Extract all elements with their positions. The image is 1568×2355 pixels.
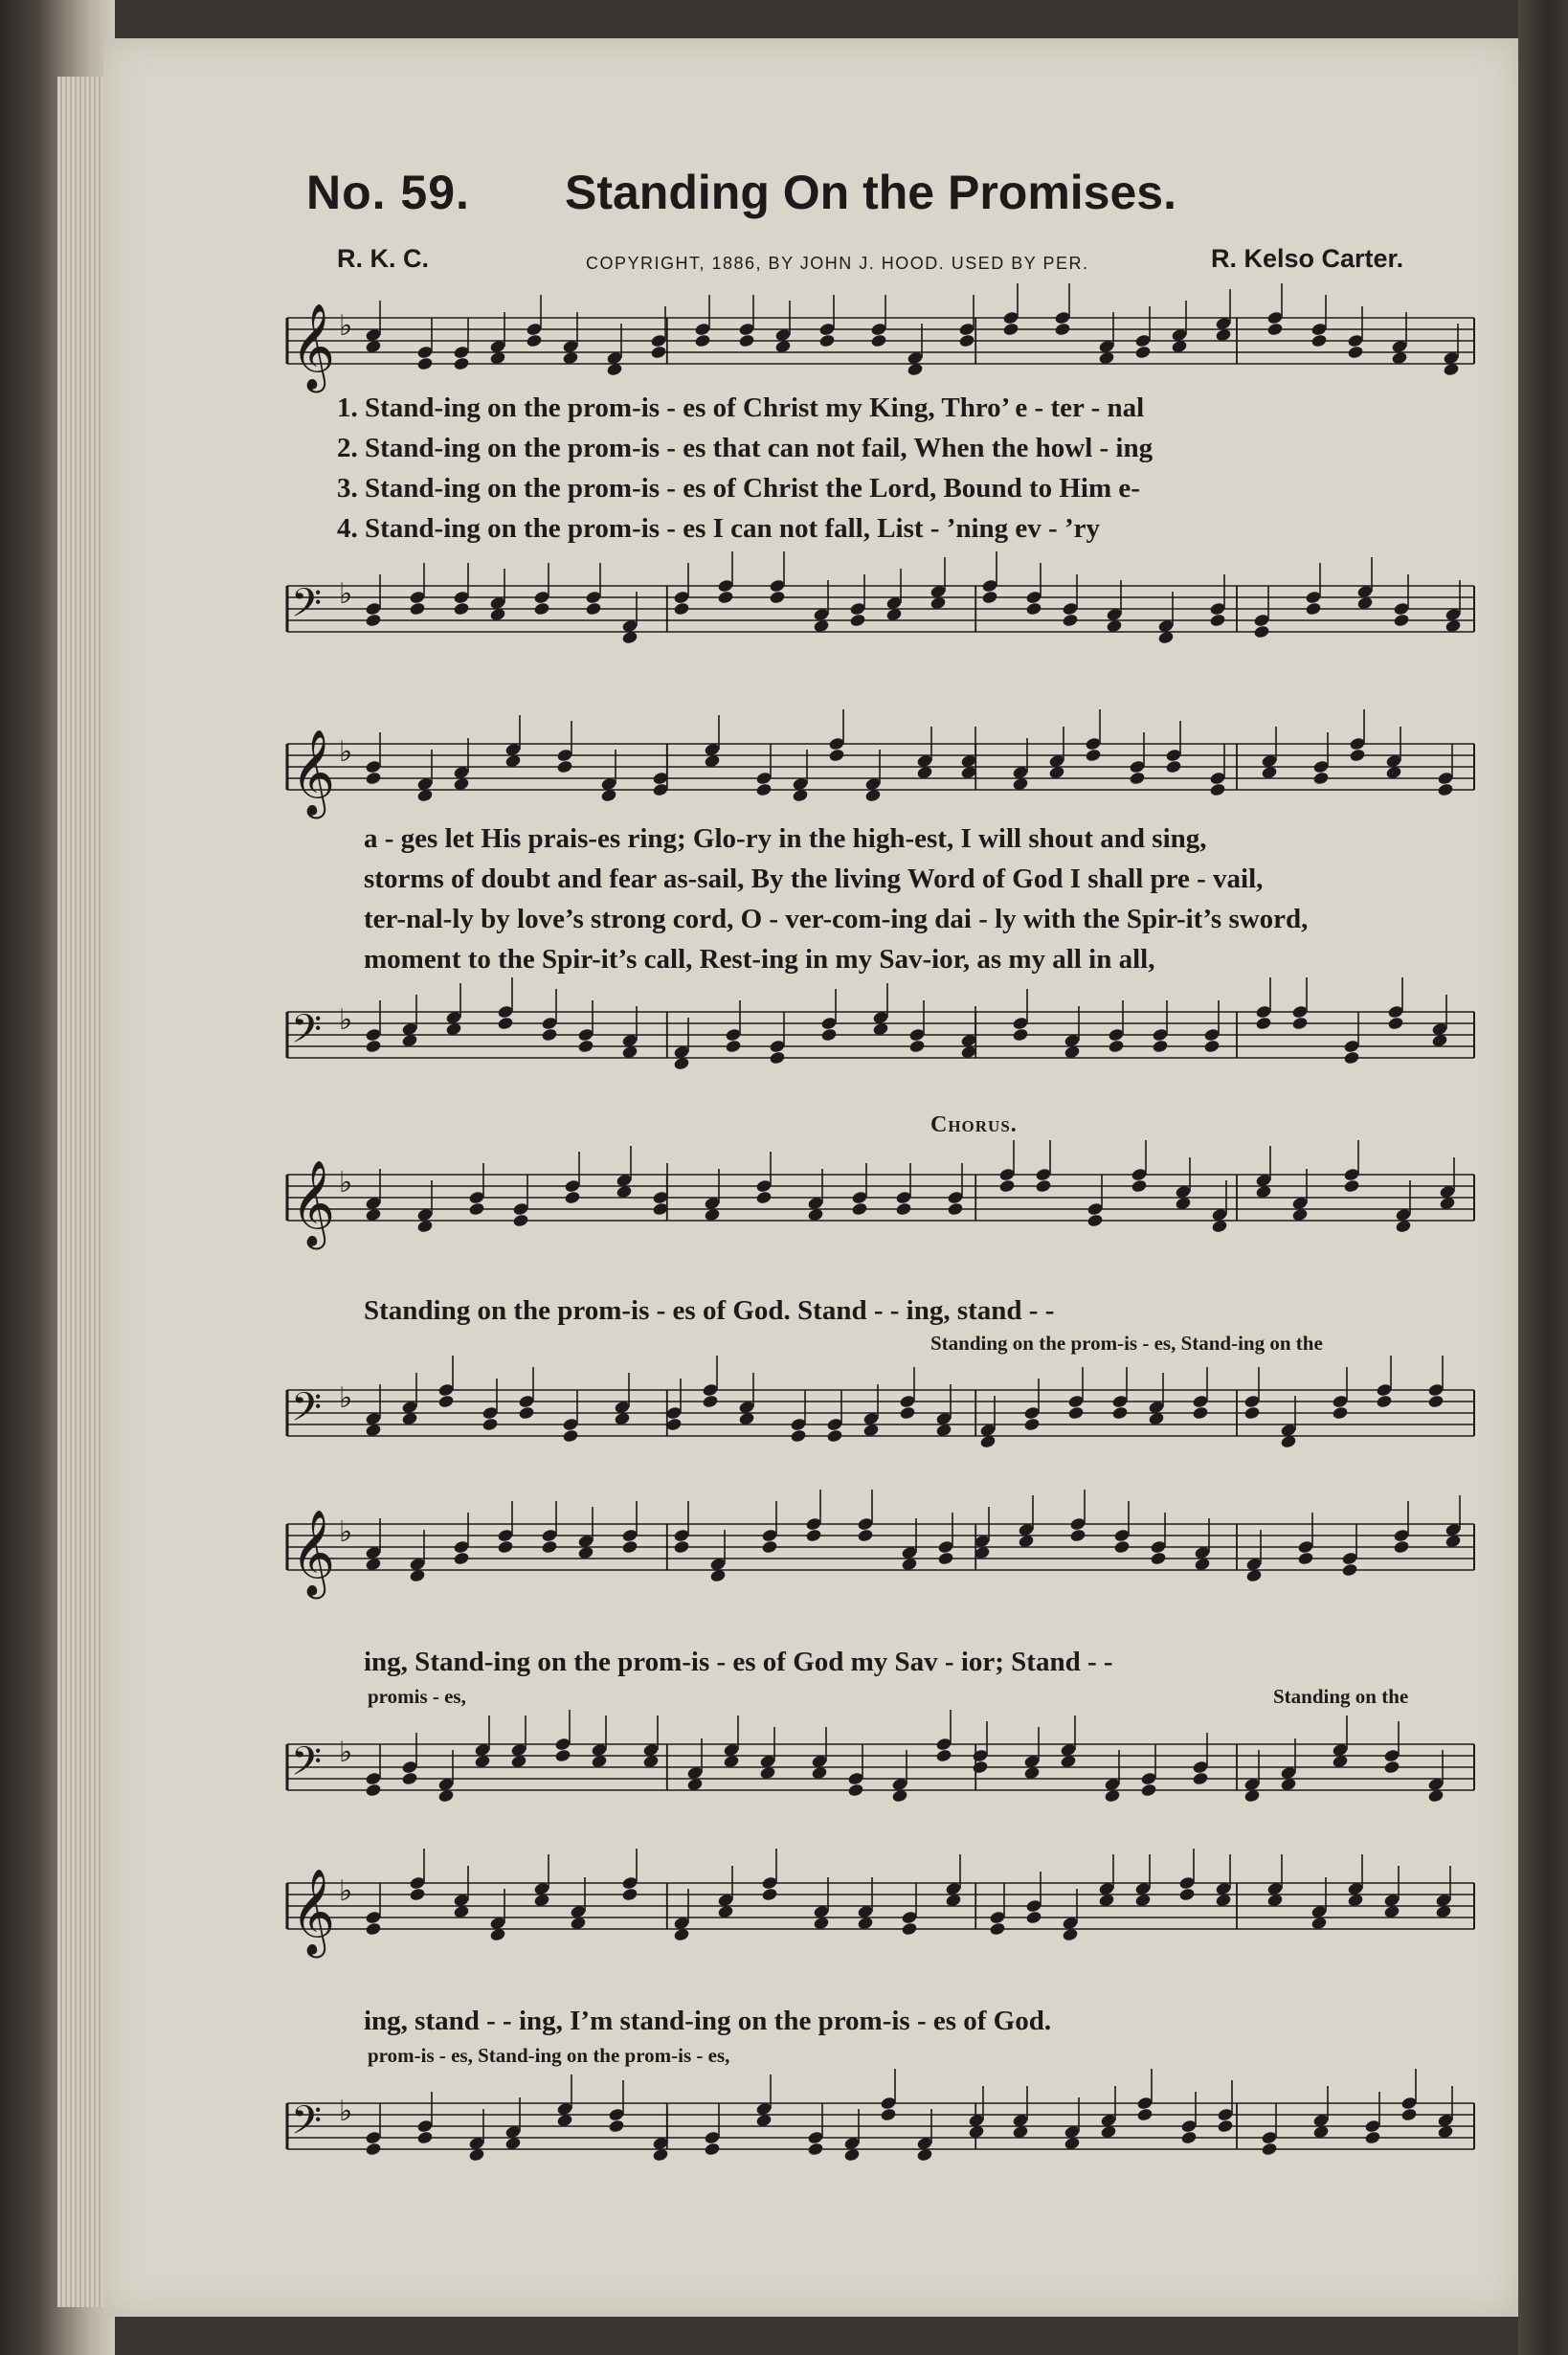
note-head [1253,624,1270,639]
note-head [1165,759,1182,774]
note-head [1012,1027,1029,1042]
key-flat-icon: ♭ [339,1515,353,1549]
note-head [497,1016,514,1030]
note-head [807,2142,824,2156]
chorus-echo-lyric: prom-is - es, Stand-ing on the prom-is - es, [368,2044,730,2067]
lyric-verse-2: 2. Stand-ing on the prom-is - es that can not fail, When the howl - ing [337,433,1154,463]
note-head [908,1039,926,1053]
bass-staff [287,991,1474,1077]
key-flat-icon: ♭ [339,735,353,769]
note-head [673,1539,690,1554]
lyric-verse-3: 3. Stand-ing on the prom-is - es of Christ the Lord, Bound to Him e- [337,473,1140,504]
note-head [694,333,711,348]
note-head [673,601,690,616]
treble-staff [287,723,1474,816]
note-head [1069,1528,1086,1542]
note-head [512,1213,529,1227]
note-head [437,1394,455,1408]
note-head [704,2142,721,2156]
music-system-5 [287,1852,1474,2178]
bass-clef-icon: 𝄢 [291,580,323,636]
treble-clef-icon: 𝄞 [291,729,336,816]
note-head [1178,1887,1196,1901]
note-head [981,590,998,604]
note-head [1192,1771,1209,1785]
note-head [1180,2130,1198,2144]
treble-staff [287,1862,1474,1955]
note-head [1136,2107,1154,2121]
staff-lines [287,1744,1474,1790]
staff-lines [287,2103,1474,2149]
note-head [1310,333,1328,348]
note-head [1261,2142,1278,2156]
note-head [1437,782,1454,796]
note-head [562,1428,579,1443]
note-head [621,1887,638,1901]
chorus-label: Chorus. [930,1112,1018,1137]
music-system-3 [287,1144,1474,1469]
note-head [1387,1016,1404,1030]
note-head [401,1771,418,1785]
note-head [1108,1039,1125,1053]
note-head [1152,1039,1169,1053]
facing-page-edge [1518,0,1568,2355]
note-head [1347,345,1364,359]
note-head [409,601,426,616]
hymn-number: No. 59. [306,166,470,219]
note-head [365,771,382,785]
composer-credit: R. Kelso Carter. [1211,244,1404,273]
note-head [1035,1178,1052,1193]
staff-lines [287,1883,1474,1929]
key-flat-icon: ♭ [339,1003,353,1037]
note-head [857,1528,874,1542]
note-head [755,782,773,796]
note-head [1129,771,1146,785]
lyric-verse-3: ter-nal-ly by love’s strong cord, O - ver-com-ing dai - ly with the Spir-it’s sword, [364,904,1309,934]
words-credit: R. K. C. [337,244,430,273]
note-head [1086,1213,1104,1227]
note-head [1002,322,1019,336]
music-system-4 [287,1493,1474,1819]
note-head [1332,1405,1349,1420]
key-flat-icon: ♭ [339,1381,353,1415]
note-head [847,1783,864,1797]
note-head [365,2142,382,2156]
note-head [497,1539,514,1554]
note-head [1343,1178,1360,1193]
note-head [650,345,667,359]
note-head [769,590,786,604]
key-flat-icon: ♭ [339,1166,353,1200]
note-head [409,1887,426,1901]
note-head [621,1539,638,1554]
note-head [1025,601,1042,616]
chorus-lyric: ing, Stand-ing on the prom-is - es of God my Sav - ior; Stand - - [364,1647,1113,1677]
note-head [828,748,845,762]
bass-clef-icon: 𝄢 [291,1384,323,1440]
note-head [899,1405,916,1420]
note-head [541,1027,558,1042]
note-head [541,1539,558,1554]
note-head [826,1428,843,1443]
note-head [1243,1405,1261,1420]
note-head [820,1027,838,1042]
note-head [1255,1016,1272,1030]
note-head [554,1748,571,1762]
note-head [937,1551,954,1565]
lyric-verse-2: storms of doubt and fear as-sail, By the living Word of God I shall pre - vail, [364,864,1264,894]
music-system-1 [287,287,1474,661]
note-head [717,590,734,604]
note-head [1131,1178,1148,1193]
note-head [533,601,550,616]
bass-staff [287,1369,1474,1455]
note-head [1297,1551,1314,1565]
bass-staff [287,2082,1474,2168]
note-head [947,1201,964,1216]
note-head [1025,1910,1042,1924]
note-head [989,1921,1006,1936]
note-head [895,1201,912,1216]
note-head [1343,1050,1360,1065]
note-head [738,333,755,348]
treble-clef-icon: 𝄞 [291,1869,336,1955]
chorus-lyric: Standing on the prom-is - es of God. Stand - - ing, stand - - [364,1295,1055,1326]
note-head [585,601,602,616]
note-head [453,356,470,370]
treble-clef-icon: 𝄞 [291,1510,336,1596]
note-head [1192,1405,1209,1420]
key-flat-icon: ♭ [339,577,353,611]
note-head [1349,748,1366,762]
note-head [1376,1394,1393,1408]
lyric-verse-4: 4. Stand-ing on the prom-is - es I can not fall, List - ’ning ev - ’ry [337,513,1100,544]
treble-staff [287,1503,1474,1596]
hymn-title: Standing On the Promises. [565,166,1176,219]
note-head [1383,1760,1400,1774]
note-head [482,1417,499,1431]
note-head [1312,771,1330,785]
note-head [761,1539,778,1554]
note-head [577,1039,594,1053]
note-head [365,1039,382,1053]
note-head [1427,1394,1445,1408]
note-head [901,1921,918,1936]
note-head [972,1760,989,1774]
bass-staff [287,1723,1474,1809]
note-head [556,759,573,774]
lyric-verse-1: a - ges let His prais-es ring; Glo-ry in the high-est, I will shout and sing, [364,823,1207,854]
note-head [1400,2107,1418,2121]
note-head [365,1921,382,1936]
note-head [1209,782,1226,796]
note-head [365,613,382,627]
note-head [1023,1417,1041,1431]
note-head [608,2119,625,2133]
note-head [665,1417,683,1431]
music-system-2 [287,713,1474,1096]
note-head [1113,1539,1131,1554]
note-head [1364,2130,1381,2144]
note-head [468,1201,485,1216]
note-head [1150,1551,1167,1565]
copyright-notice: COPYRIGHT, 1886, BY JOHN J. HOOD. USED BY PER. [586,254,1089,273]
note-head [818,333,836,348]
note-head [805,1528,822,1542]
note-head [1209,613,1226,627]
note-head [416,356,434,370]
note-head [1291,1016,1309,1030]
key-flat-icon: ♭ [339,309,353,343]
note-head [880,2107,897,2121]
treble-clef-icon: 𝄞 [291,303,336,390]
note-head [870,333,887,348]
note-head [518,1405,535,1420]
note-head [851,1201,868,1216]
lyric-verse-1: 1. Stand-ing on the prom-is - es of Christ my King, Thro’ e - ter - nal [337,392,1145,423]
bass-clef-icon: 𝄢 [291,2097,323,2153]
treble-clef-icon: 𝄞 [291,1160,336,1246]
chorus-echo-lyric: Standing on the prom-is - es, Stand-ing on the [930,1332,1323,1355]
note-head [453,601,470,616]
note-head [761,1887,778,1901]
note-head [1305,601,1322,616]
chorus-echo-lyric-right: Standing on the [1273,1685,1409,1708]
note-head [725,1039,742,1053]
note-head [958,333,975,348]
note-head [790,1428,807,1443]
bass-clef-icon: 𝄢 [291,1006,323,1062]
note-head [1393,1539,1410,1554]
note-head [769,1050,786,1065]
note-head [755,1190,773,1204]
note-head [1067,1405,1085,1420]
bass-staff [287,565,1474,651]
note-head [1393,613,1410,627]
note-head [453,1551,470,1565]
key-flat-icon: ♭ [339,2095,353,2128]
note-head [849,613,866,627]
note-head [1341,1562,1358,1577]
note-head [416,2130,434,2144]
note-head [564,1190,581,1204]
staff-lines [287,1390,1474,1436]
note-head [1217,2119,1234,2133]
note-head [1054,322,1071,336]
treble-staff [287,1154,1474,1246]
note-head [1203,1039,1221,1053]
lyric-verse-4: moment to the Spir-it’s call, Rest-ing in my Sav-ior, as my all in all, [364,944,1155,975]
key-flat-icon: ♭ [339,1736,353,1769]
note-head [1140,1783,1157,1797]
note-head [1134,345,1152,359]
chorus-echo-lyric-left: promis - es, [368,1685,466,1708]
key-flat-icon: ♭ [339,1874,353,1908]
note-head [702,1394,719,1408]
note-head [998,1178,1016,1193]
chorus-lyric: ing, stand - - ing, I’m stand-ing on the prom-is - es of God. [364,2006,1052,2036]
note-head [935,1748,952,1762]
note-head [1062,613,1079,627]
note-head [526,333,543,348]
note-head [365,1783,382,1797]
bass-clef-icon: 𝄢 [291,1738,323,1794]
note-head [1111,1405,1129,1420]
treble-staff [287,297,1474,390]
note-head [1266,322,1284,336]
note-head [1085,748,1102,762]
